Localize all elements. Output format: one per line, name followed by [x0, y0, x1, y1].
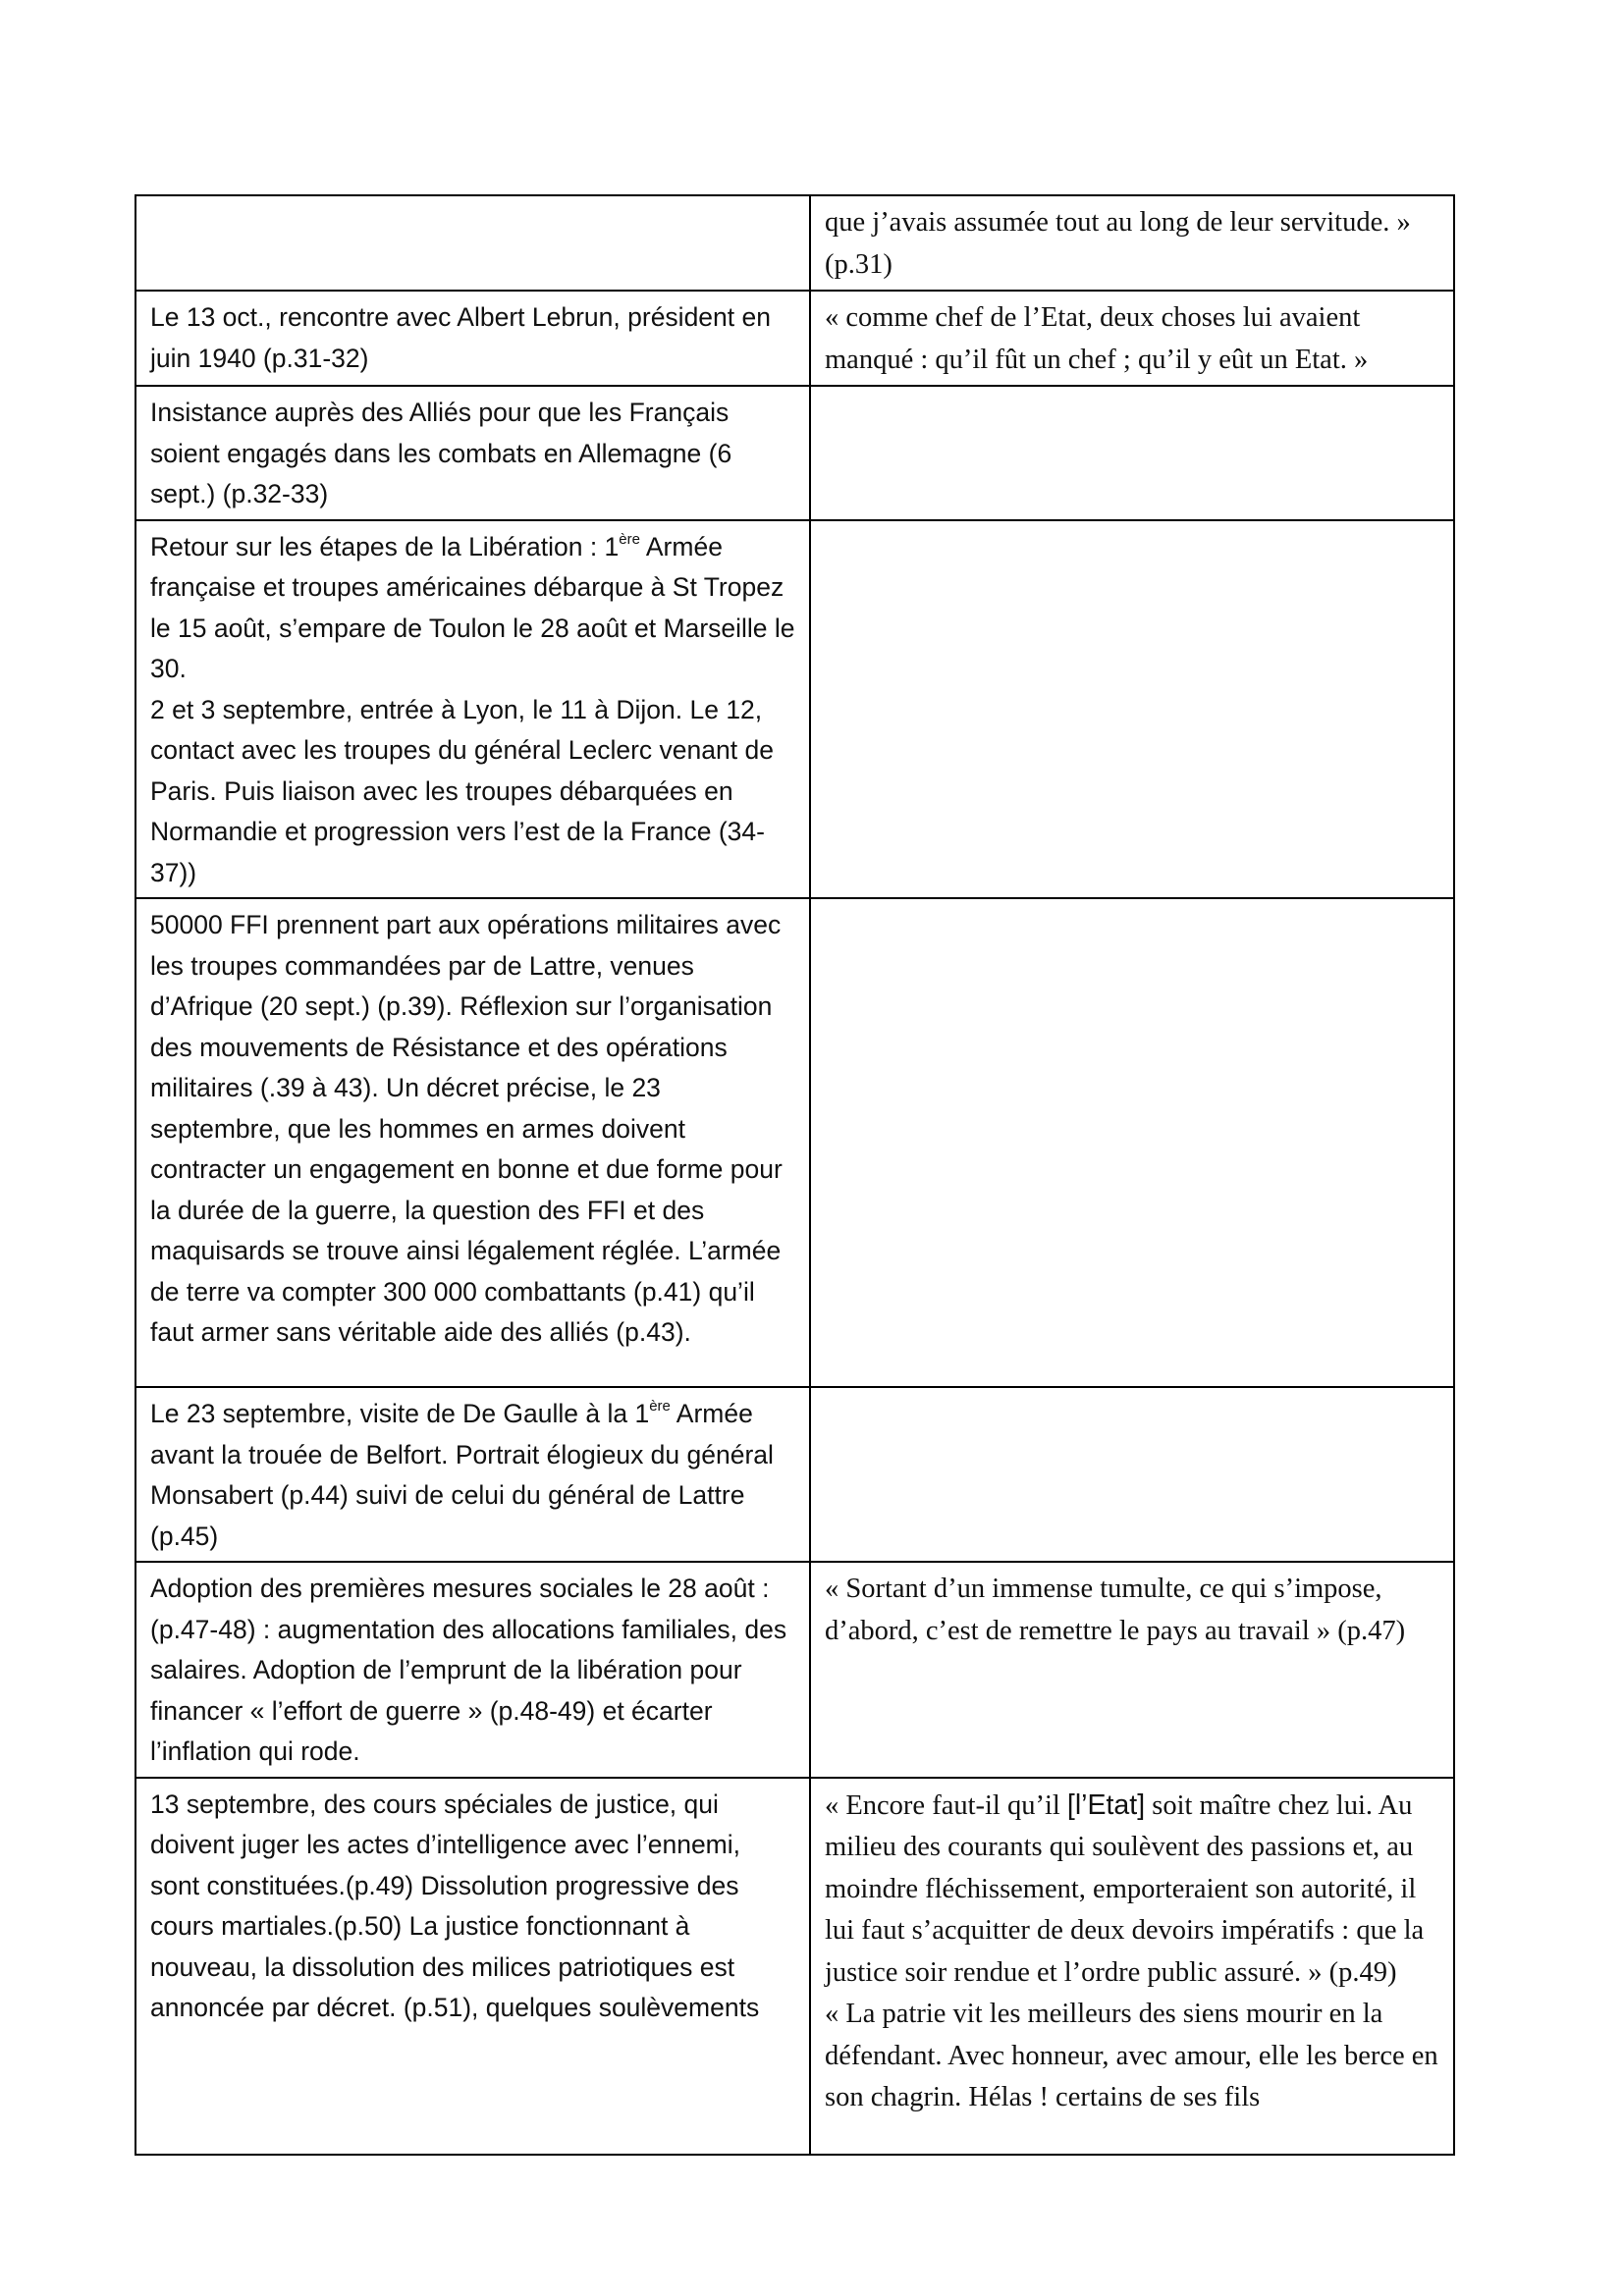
table-row [135, 1778, 1454, 2155]
left-cell: 13 septembre, des cours spéciales de justice, qui doivent juger les actes d’intelligence avec l’ennemi, sont constituées.(p.49) Dissolution progressive des cours martiales.(p.50) La justice fonctionnant à nouveau, la dissolution des milices patriotiques est annoncée par décret. (p.51), quelques soulèvements [135, 1778, 810, 2155]
paragraph [150, 527, 795, 690]
left-cell [135, 1387, 810, 1562]
right-cell [810, 898, 1454, 1387]
left-cell: Le 13 oct., rencontre avec Albert Lebrun, président en juin 1940 (p.31-32) [135, 291, 810, 386]
superscript: ère [649, 1398, 671, 1415]
right-cell: que j’avais assumée tout au long de leur servitude. » (p.31) [810, 195, 1454, 291]
text-run: Armée française et troupes américaines débarque à St Tropez le 15 août, s’empare de Toulon le 28 août et Marseille le 30. [150, 531, 795, 683]
table-row [135, 1562, 1454, 1778]
left-cell [135, 520, 810, 899]
table-row [135, 195, 1454, 291]
paragraph: « La patrie vit les meilleurs des siens mourir en la défendant. Avec honneur, avec amour, elle les berce en son chagrin. Hélas ! certains de ses fils [825, 1999, 1438, 2112]
table-row [135, 1387, 1454, 1562]
table-row [135, 520, 1454, 899]
right-cell [810, 520, 1454, 899]
text-run: Le 23 septembre, visite de De Gaulle à la 1 [150, 1399, 650, 1428]
table-row [135, 386, 1454, 520]
right-cell: « Sortant d’un immense tumulte, ce qui s’impose, d’abord, c’est de remettre le pays au travail » (p.47) [810, 1562, 1454, 1778]
right-cell [810, 1387, 1454, 1562]
left-cell: Insistance auprès des Alliés pour que les Français soient engagés dans les combats en Allemagne (6 sept.) (p.32-33) [135, 386, 810, 520]
paragraph [825, 1785, 1439, 1995]
left-cell [135, 195, 810, 291]
right-cell [810, 386, 1454, 520]
text-run: Armée avant la trouée de Belfort. Portrait élogieux du général Monsabert (p.44) suivi de celui du général de Lattre (p.45) [150, 1399, 774, 1551]
paragraph: 2 et 3 septembre, entrée à Lyon, le 11 à Dijon. Le 12, contact avec les troupes du général Leclerc venant de Paris. Puis liaison avec les troupes débarquées en Normandie et progression vers l’est de la France (34-37)) [150, 694, 774, 887]
text-run: « Encore faut-il qu’il [825, 1789, 1067, 1821]
right-cell: « comme chef de l’Etat, deux choses lui avaient manqué : qu’il fût un chef ; qu’il y eût un Etat. » [810, 291, 1454, 386]
left-cell: 50000 FFI prennent part aux opérations militaires avec les troupes commandées par de Lattre, venues d’Afrique (20 sept.) (p.39). Réflexion sur l’organisation des mouvements de Résistance et des opérations militaires (.39 à 43). Un décret précise, le 23 septembre, que les hommes en armes doivent contracter un engagement en bonne et due forme pour la durée de la guerre, la question des FFI et des maquisards se trouve ainsi légalement réglée. L’armée de terre va compter 300 000 combattants (p.41) qu’il faut armer sans véritable aide des alliés (p.43). [135, 898, 810, 1387]
text-run: soit maître chez lui. Au milieu des courants qui soulèvent des passions et, au moindre fléchissement, emporteraient son autorité, il lui faut s’acquitter de deux devoirs impératifs : que la justice soir rendue et l’ordre public assuré. » (p.49) [825, 1789, 1425, 1988]
table-row [135, 291, 1454, 386]
superscript: ère [619, 530, 640, 548]
table-row [135, 898, 1454, 1387]
bracketed-insertion: [l’Etat] [1066, 1789, 1146, 1821]
notes-table [135, 194, 1455, 2156]
left-cell: Adoption des premières mesures sociales le 28 août : (p.47-48) : augmentation des allocations familiales, des salaires. Adoption de l’emprunt de la libération pour financer « l’effort de guerre » (p.48-49) et écarter l’inflation qui rode. [135, 1562, 810, 1778]
right-cell [810, 1778, 1454, 2155]
text-run: Retour sur les étapes de la Libération : 1 [150, 531, 620, 561]
